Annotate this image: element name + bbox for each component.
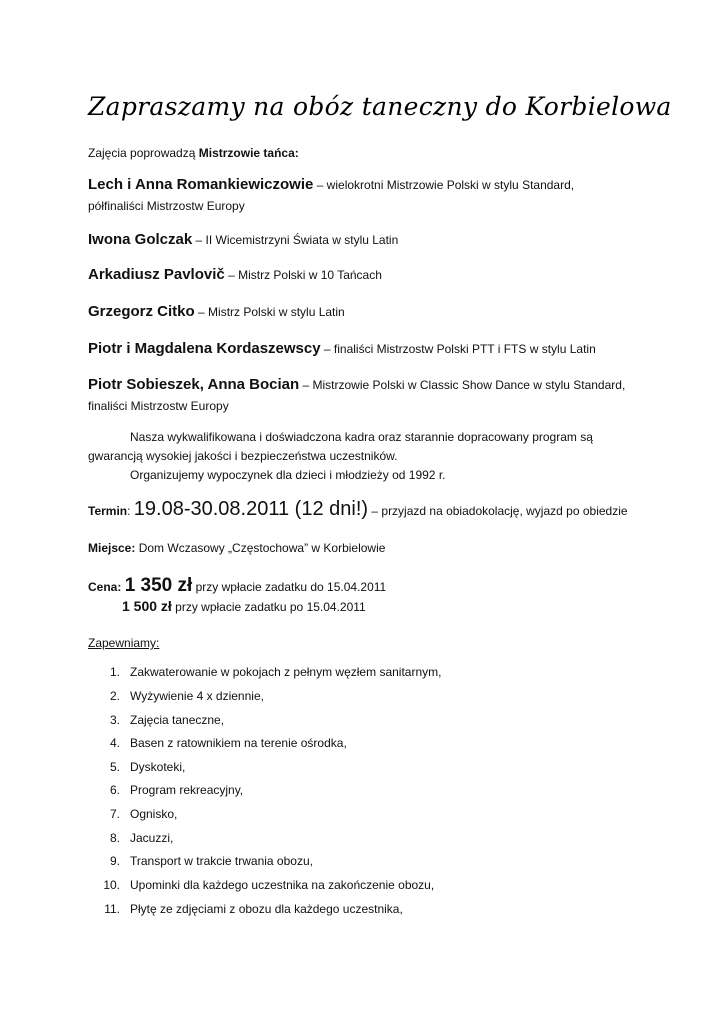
miejsce-line (88, 541, 385, 555)
list-item-number: 3. (109, 713, 120, 727)
instructor-desc: – Mistrz Polski w 10 Tańcach (224, 268, 382, 282)
list-item-text: Upominki dla każdego uczestnika na zakończenie obozu, (130, 878, 435, 892)
list-item (0, 807, 725, 823)
list-item-text: Zakwaterowanie w pokojach z pełnym węzłem sanitarnym, (130, 665, 442, 679)
instructor-desc: – Mistrzowie Polski w Classic Show Dance w stylu Standard, (299, 378, 626, 392)
instructor-desc-continued: półfinaliści Mistrzostw Europy (88, 199, 245, 213)
list-item-number: 1. (109, 665, 120, 679)
list-item-number: 9. (109, 854, 120, 868)
cena-label: Cena: (88, 580, 125, 594)
list-item (0, 878, 725, 894)
list-item-number: 10. (103, 878, 120, 892)
list-item-text: Ognisko, (130, 807, 178, 821)
instructor-name: Piotr Sobieszek, Anna Bocian (88, 376, 300, 393)
list-item-number: 8. (109, 831, 120, 845)
instructor-entry (88, 176, 574, 193)
list-item (0, 665, 725, 681)
zapewniamy-heading: Zapewniamy: (88, 636, 160, 650)
instructor-entry (88, 376, 625, 393)
list-item (0, 854, 725, 870)
miejsce-value: Dom Wczasowy „Częstochowa” w Korbielowie (135, 541, 386, 555)
list-item-text: Transport w trakcie trwania obozu, (130, 854, 313, 868)
list-item-text: Program rekreacyjny, (130, 783, 244, 797)
instructor-name: Iwona Golczak (88, 231, 193, 248)
instructor-desc: – II Wicemistrzyni Świata w stylu Latin (192, 233, 399, 247)
page-title: Zapraszamy na obóz taneczny do Korbielowa (88, 92, 672, 121)
list-item-text: Jacuzzi, (130, 831, 174, 845)
cena-line-1 (88, 575, 386, 597)
list-item-number: 2. (109, 689, 120, 703)
paragraph-line: gwarancją wysokiej jakości i bezpieczeństwa uczestników. (88, 449, 398, 463)
instructor-name: Grzegorz Citko (88, 303, 195, 320)
instructor-desc: – Mistrz Polski w stylu Latin (194, 305, 345, 319)
price-2: 1 500 zł (122, 598, 172, 614)
price-note-2: przy wpłacie zadatku po 15.04.2011 (171, 600, 366, 614)
termin-line (88, 498, 628, 521)
price-1: 1 350 zł (124, 575, 193, 596)
instructor-name: Piotr i Magdalena Kordaszewscy (88, 340, 321, 357)
price-note-1: przy wpłacie zadatku do 15.04.2011 (192, 580, 387, 594)
list-item (0, 783, 725, 799)
instructor-entry (88, 266, 382, 283)
intro-prefix: Zajęcia poprowadzą (88, 146, 199, 160)
list-item (0, 713, 725, 729)
list-item-text: Basen z ratownikiem na terenie ośrodka, (130, 736, 347, 750)
list-item (0, 689, 725, 705)
list-item-text: Wyżywienie 4 x dziennie, (130, 689, 264, 703)
instructor-name: Lech i Anna Romankiewiczowie (88, 176, 314, 193)
list-item-number: 11. (104, 902, 120, 916)
termin-colon: : (127, 504, 134, 518)
list-item-number: 4. (109, 736, 120, 750)
termin-label: Termin (88, 504, 128, 518)
list-item-number: 6. (109, 783, 120, 797)
list-item-text: Zajęcia taneczne, (130, 713, 225, 727)
list-item-text: Dyskoteki, (130, 760, 186, 774)
instructor-entry (88, 340, 596, 357)
list-item-text: Płytę ze zdjęciami z obozu dla każdego uczestnika, (130, 902, 403, 916)
list-item (0, 736, 725, 752)
termin-dates: 19.08-30.08.2011 (12 dni!) (133, 498, 369, 520)
instructor-name: Arkadiusz Pavlovič (88, 266, 225, 283)
list-item-number: 5. (109, 760, 120, 774)
paragraph-line: Organizujemy wypoczynek dla dzieci i młodzieży od 1992 r. (130, 468, 446, 482)
cena-line-2 (122, 598, 366, 614)
list-item (0, 831, 725, 847)
instructor-entry (88, 303, 345, 320)
miejsce-label: Miejsce: (88, 541, 136, 555)
list-item-number: 7. (109, 807, 120, 821)
list-item (0, 760, 725, 776)
instructor-desc: – finaliści Mistrzostw Polski PTT i FTS w stylu Latin (320, 342, 596, 356)
instructor-entry (88, 231, 398, 248)
list-item (0, 902, 725, 918)
intro-bold: Mistrzowie tańca: (198, 146, 299, 160)
intro-line (88, 146, 299, 160)
termin-rest: – przyjazd na obiadokolację, wyjazd po obiedzie (368, 504, 628, 518)
instructor-desc: – wielokrotni Mistrzowie Polski w stylu Standard, (313, 178, 575, 192)
paragraph-line: Nasza wykwalifikowana i doświadczona kadra oraz starannie dopracowany program są (130, 430, 593, 444)
instructor-desc-continued: finaliści Mistrzostw Europy (88, 399, 229, 413)
